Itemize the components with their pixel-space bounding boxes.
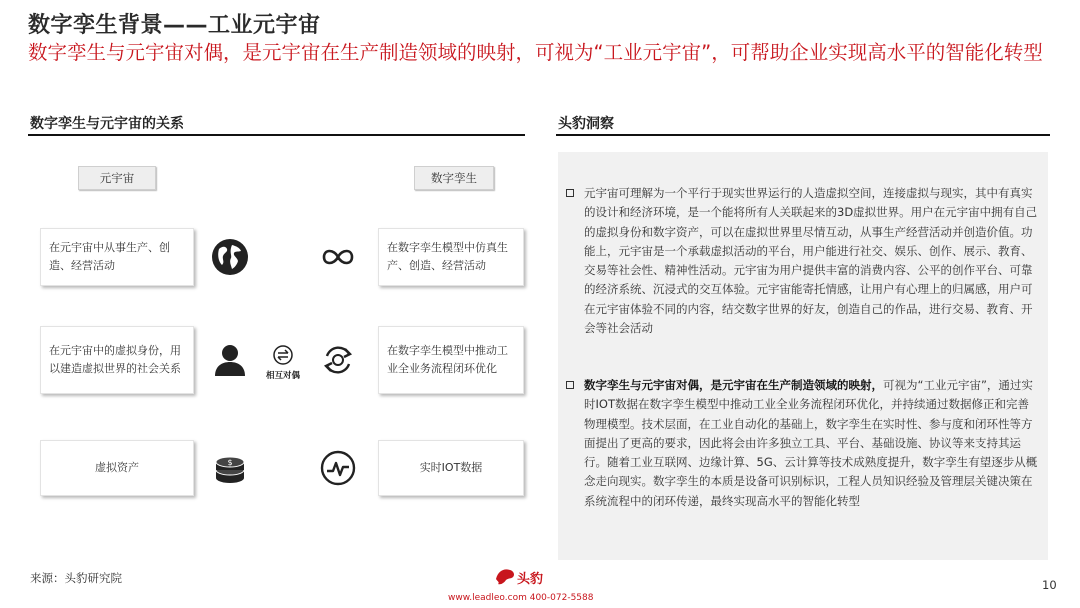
- bullet-bold-text: 数字孪生与元宇宙对偶，是元宇宙在生产制造领域的映射，: [584, 378, 883, 392]
- exchange-icon: [268, 344, 298, 366]
- footer-website[interactable]: www.leadleo.com 400-072-5588: [448, 593, 594, 603]
- leopard-logo-icon: [494, 565, 516, 587]
- bullet-square-icon: [566, 189, 574, 197]
- globe-icon: [210, 237, 250, 277]
- card-text: 虚拟资产: [95, 461, 139, 474]
- metaverse-production-card: [40, 228, 194, 286]
- digital-twin-tag: 数字孪生: [414, 166, 494, 190]
- page-subtitle: 数字孪生与元宇宙对偶，是元宇宙在生产制造领域的映射，可视为“工业元宇宙”，可帮助企业实现高水平的智能化转型: [28, 41, 1043, 64]
- coins-icon: [210, 448, 250, 488]
- infinity-icon: [318, 237, 358, 277]
- right-section-heading: 头豹洞察: [558, 116, 614, 132]
- pulse-icon: [318, 448, 358, 488]
- card-text: 实时IOT数据: [419, 461, 483, 474]
- virtual-assets-card: [40, 440, 194, 496]
- right-section-divider: [556, 134, 1050, 136]
- logo-text: 头豹: [517, 572, 544, 587]
- card-text: 在元宇宙中从事生产、创造、经营活动: [49, 241, 170, 272]
- left-section-divider: [28, 134, 525, 136]
- cycle-icon: [318, 340, 358, 380]
- card-text: 在元宇宙中的虚拟身份，用以建造虚拟世界的社会关系: [49, 344, 181, 375]
- card-text: 在数字孪生模型中推动工业全业务流程闭环优化: [387, 344, 508, 375]
- twin-optimization-card: [378, 326, 524, 394]
- bullet-square-icon: [566, 381, 574, 389]
- insight-bullet-1: [566, 184, 1040, 338]
- bullet-text: [584, 376, 1040, 511]
- iot-data-card: [378, 440, 524, 496]
- card-text: 在数字孪生模型中仿真生产、创造、经营活动: [387, 241, 508, 272]
- twin-production-card: [378, 228, 524, 286]
- bullet-rest-text: 可视为“工业元宇宙”，通过实时IOT数据在数字孪生模型中推动工业全业务流程闭环优化，并持续通过数据修正和完善物理模型。技术层面，在工业自动化的基础上，数字孪生在实时性、参与度和闭环性等方面提出了更高的要求，因此将会由许多独立工具、平台、基础设施、协议等来支持其运行。随着工业互联网、边缘计算、5G、云计算等技术成熟度提升，数字孪生有望逐步从概念走向现实。数字孪生的本质是设备可识别标识，工程人员知识经验及管理层关键决策在系统流程中的闭环传递，最终实现高水平的智能化转型: [584, 378, 1038, 508]
- metaverse-identity-card: [40, 326, 194, 394]
- mutual-duality-label: 相互对偶: [265, 371, 300, 381]
- page-number: 10: [1042, 578, 1057, 592]
- source-note: 来源：头豹研究院: [30, 571, 122, 585]
- page-title: 数字孪生背景——工业元宇宙: [28, 13, 321, 38]
- left-section-heading: 数字孪生与元宇宙的关系: [30, 116, 184, 132]
- svg-text:$: $: [227, 458, 233, 467]
- bullet-text: 元宇宙可理解为一个平行于现实世界运行的人造虚拟空间，连接虚拟与现实，其中有真实的设计和经济环境，是一个能将所有人关联起来的3D虚拟世界。用户在元宇宙中拥有自己的虚拟身份和数字资产，可以在虚拟世界里尽情互动，从事生产经营活动并创造价值。功能上，元宇宙是一个承载虚拟活动的平台，用户能进行社交、娱乐、创作、展示、教育、交易等社会性、精神性活动。元宇宙为用户提供丰富的消费内容、公平的创作平台、可靠的经济系统、沉浸式的交互体验。元宇宙能寄托情感，让用户有心理上的归属感，用户可在元宇宙体验不同的内容，结交数字世界的好友，创造自己的作品，进行交易、教育、开会等社会活动: [584, 186, 1038, 336]
- person-icon: [210, 340, 250, 380]
- insight-bullet-2: [566, 376, 1040, 511]
- metaverse-tag: 元宇宙: [78, 166, 156, 190]
